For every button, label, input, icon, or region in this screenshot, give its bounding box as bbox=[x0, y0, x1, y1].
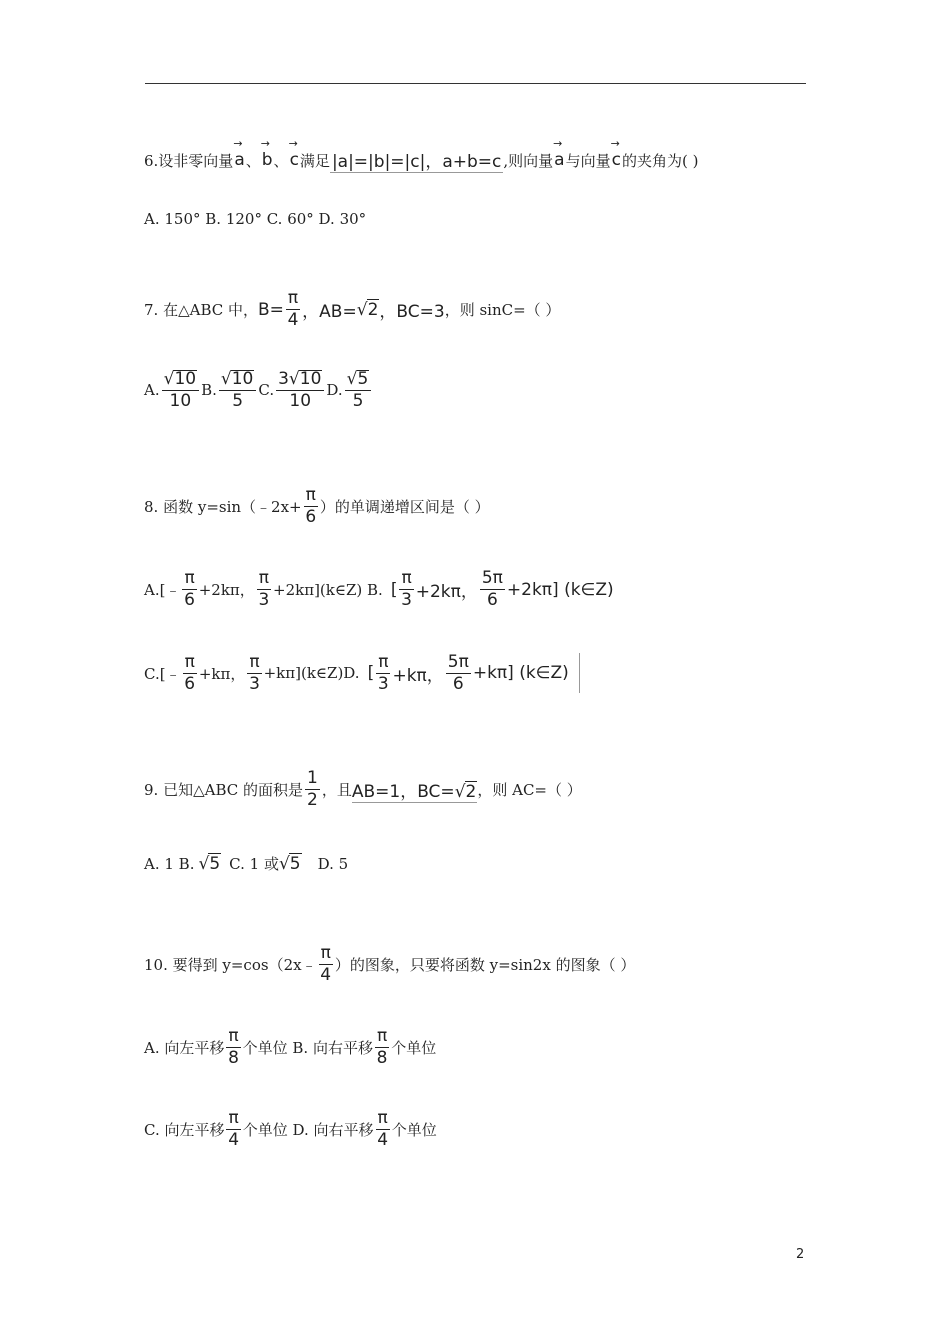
question-10 bbox=[144, 945, 635, 984]
fraction-numerator: π bbox=[249, 651, 260, 672]
fraction-denominator: 6 bbox=[486, 590, 498, 610]
fraction-denominator: 4 bbox=[320, 965, 332, 985]
q7-options bbox=[144, 370, 373, 410]
q7-rest-2: ，BC=3 bbox=[379, 302, 445, 322]
q6-suffix-3: 的夹角为( ) bbox=[621, 151, 699, 170]
q7-opt-c-frac bbox=[276, 370, 324, 410]
fraction-numerator: π bbox=[376, 1026, 388, 1046]
vector-c-2: → c bbox=[611, 150, 622, 170]
q8-d-open: [ bbox=[367, 663, 375, 683]
q8-b-end: +2kπ] (k∈Z) bbox=[506, 579, 614, 600]
q9-options bbox=[144, 853, 348, 874]
q9-cond-text: AB=1，BC= bbox=[351, 781, 455, 802]
fraction-denominator: 6 bbox=[305, 507, 317, 527]
fraction-denominator: 10 bbox=[289, 391, 312, 411]
radicand: 5 bbox=[357, 369, 369, 389]
q8-a-mid: +2kπ， bbox=[198, 581, 255, 599]
q8-d-mid: +kπ， bbox=[392, 665, 444, 686]
q9-prefix: 9. 已知△ABC 的面积是 bbox=[144, 781, 303, 799]
fraction-numerator: π bbox=[378, 651, 389, 672]
q9-half bbox=[305, 770, 320, 809]
q8-d-frac-2 bbox=[446, 651, 471, 694]
q10-options-cd bbox=[144, 1110, 437, 1149]
q8-options-ab bbox=[144, 570, 614, 609]
q10-a-label: A. 向左平移 bbox=[144, 1039, 225, 1057]
q10-c-frac bbox=[226, 1110, 240, 1149]
fraction-denominator: 2 bbox=[307, 790, 318, 810]
fraction-numerator: 1 bbox=[307, 768, 318, 788]
fraction-denominator: 5 bbox=[352, 391, 364, 411]
q6-suffix-1: ,则向量 bbox=[503, 151, 554, 170]
q10-b-end: 个单位 bbox=[391, 1039, 437, 1057]
q6-options-text: A. 150° B. 120° C. 60° D. 30° bbox=[144, 210, 367, 228]
fraction-numerator: 5π bbox=[447, 651, 469, 672]
q6-options bbox=[144, 210, 366, 228]
radicand: 10 bbox=[299, 369, 322, 389]
q8-a-end: +2kπ](k∈Z) B. bbox=[273, 580, 383, 599]
q8-c-end: +kπ](k∈Z)D. bbox=[263, 664, 360, 682]
fraction-denominator: 5 bbox=[232, 391, 244, 411]
fraction-denominator: 6 bbox=[452, 673, 464, 694]
fraction-numerator: π bbox=[184, 568, 195, 588]
q7-opt-a-frac bbox=[162, 370, 199, 410]
q10-b-frac bbox=[375, 1028, 389, 1067]
q8-c-label: C.[﹣ bbox=[144, 664, 181, 683]
q8-d-frac-1 bbox=[376, 651, 390, 694]
q9-options-d: D. 5 bbox=[317, 854, 349, 873]
q8-pi-over-6 bbox=[304, 487, 318, 526]
fraction-denominator: 3 bbox=[258, 590, 270, 610]
fraction-numerator: π bbox=[377, 1108, 388, 1128]
fraction-denominator: 6 bbox=[184, 590, 195, 610]
q7-opt-b-label: B. bbox=[201, 381, 217, 399]
q8-c-frac-1 bbox=[183, 651, 197, 694]
page-number: 2 bbox=[796, 1247, 805, 1262]
q10-d-end: 个单位 bbox=[391, 1121, 437, 1139]
q6-prefix: 6.设非零向量 bbox=[144, 151, 234, 170]
q8-c-frac-2 bbox=[247, 651, 261, 694]
header-rule bbox=[145, 83, 806, 84]
q9-options-c: C. 1 或 bbox=[229, 855, 279, 873]
q7-opt-a-label: A. bbox=[144, 381, 160, 399]
vector-a-2: → a bbox=[553, 150, 565, 170]
fraction-numerator bbox=[276, 370, 324, 391]
q8-prefix: 8. 函数 y=sin（﹣2x+ bbox=[144, 498, 302, 516]
q8-suffix: ）的单调递增区间是（ ） bbox=[319, 498, 490, 516]
q7-suffix: ，则 sinC=（ ） bbox=[444, 301, 561, 319]
q10-c-end: 个单位 D. 向右平移 bbox=[242, 1121, 374, 1139]
sqrt-icon: √ bbox=[346, 369, 358, 389]
q8-b-frac-2 bbox=[480, 570, 505, 609]
fraction-numerator: π bbox=[401, 568, 412, 588]
q7-opt-d-frac bbox=[345, 370, 372, 410]
fraction-numerator: 5π bbox=[481, 568, 503, 588]
sqrt-icon: √ bbox=[220, 369, 232, 389]
fraction-numerator: π bbox=[184, 651, 195, 672]
fraction-denominator: 3 bbox=[377, 673, 389, 694]
fraction-numerator: π bbox=[305, 485, 316, 505]
q10-c-label: C. 向左平移 bbox=[144, 1121, 225, 1139]
q8-d-end: +kπ] (k∈Z) bbox=[472, 663, 569, 683]
fraction-denominator: 6 bbox=[184, 673, 196, 694]
q8-a-frac-2 bbox=[257, 570, 271, 609]
sqrt-icon: √ bbox=[163, 369, 175, 389]
fraction-denominator: 8 bbox=[228, 1048, 239, 1068]
fraction-denominator: 4 bbox=[287, 310, 299, 330]
q6-suffix-2: 与向量 bbox=[565, 151, 611, 170]
q6-sep2: 、 bbox=[273, 151, 289, 170]
fraction-denominator: 4 bbox=[377, 1130, 389, 1150]
q9-sqrt5-b: 5 bbox=[209, 854, 221, 874]
q9-suffix: ，则 AC=（ ） bbox=[477, 781, 582, 799]
q6-sep1: 、 bbox=[245, 151, 261, 170]
fraction-denominator: 3 bbox=[401, 590, 412, 610]
q10-options-ab bbox=[144, 1028, 436, 1067]
question-6 bbox=[144, 147, 698, 173]
q8-options-cd bbox=[144, 653, 583, 693]
fraction-denominator: 8 bbox=[376, 1048, 388, 1068]
q6-mid: 满足 bbox=[299, 151, 330, 170]
q9-mid: ，且 bbox=[321, 781, 352, 799]
q6-condition: |a|=|b|=|c|，a+b=c bbox=[330, 147, 503, 173]
q10-prefix: 10. 要得到 y=cos（2x﹣ bbox=[144, 956, 317, 974]
fraction-numerator: π bbox=[228, 1108, 239, 1128]
q8-b-mid: +2kπ， bbox=[415, 582, 478, 602]
q10-suffix: ）的图象，只要将函数 y=sin2x 的图象（ ） bbox=[334, 956, 636, 974]
q9-condition bbox=[352, 777, 478, 803]
q7-opt-d-label: D. bbox=[326, 381, 343, 399]
sqrt-icon: √ bbox=[356, 299, 368, 320]
fraction-numerator bbox=[219, 370, 256, 391]
vector-c: → c bbox=[289, 150, 300, 170]
q9-sqrt5-c: 5 bbox=[289, 854, 301, 874]
q8-a-label: A.[﹣ bbox=[144, 581, 181, 599]
fraction-denominator: 10 bbox=[169, 391, 192, 411]
q8-c-mid: +kπ， bbox=[198, 664, 246, 683]
q7-opt-b-frac bbox=[219, 370, 256, 410]
q10-d-frac bbox=[376, 1110, 390, 1149]
fraction-numerator: π bbox=[320, 943, 331, 963]
q8-b-frac-1 bbox=[399, 570, 413, 609]
radicand: 10 bbox=[231, 369, 254, 389]
q7-prefix: 7. 在△ABC 中， bbox=[144, 301, 258, 319]
q10-a-frac bbox=[226, 1028, 240, 1067]
fraction-numerator bbox=[345, 370, 372, 391]
coefficient: 3 bbox=[278, 369, 289, 389]
fraction-numerator: π bbox=[287, 288, 299, 308]
q7-sqrt2: 2 bbox=[367, 300, 379, 320]
sqrt-icon: √ bbox=[198, 853, 210, 874]
fraction-numerator: π bbox=[258, 568, 270, 588]
vector-a: → a bbox=[233, 150, 245, 170]
question-8 bbox=[144, 487, 490, 526]
q8-a-frac-1 bbox=[182, 570, 196, 609]
divider bbox=[579, 653, 580, 693]
fraction-numerator bbox=[162, 370, 199, 391]
sqrt-icon: √ bbox=[278, 853, 290, 874]
radicand: 10 bbox=[174, 369, 197, 389]
q7-b-label: B= bbox=[258, 299, 284, 320]
q7-opt-c-label: C. bbox=[258, 381, 275, 399]
q10-pi-over-4 bbox=[319, 945, 333, 984]
fraction-denominator: 3 bbox=[249, 673, 260, 694]
question-9 bbox=[144, 770, 582, 809]
q8-b-open: [ bbox=[390, 579, 398, 600]
sqrt-icon: √ bbox=[288, 369, 300, 389]
fraction-denominator: 4 bbox=[228, 1130, 240, 1150]
fraction-numerator: π bbox=[228, 1026, 239, 1046]
q7-rest-1: ，AB= bbox=[302, 302, 357, 322]
q10-a-end: 个单位 B. 向右平移 bbox=[242, 1039, 373, 1057]
q9-options-a: A. 1 B. bbox=[144, 854, 195, 873]
radicand: 2 bbox=[465, 781, 477, 802]
sqrt-icon: √ bbox=[454, 781, 466, 802]
vector-b: → b bbox=[261, 150, 274, 170]
q7-pi-over-4 bbox=[286, 290, 300, 329]
question-7 bbox=[144, 290, 560, 329]
